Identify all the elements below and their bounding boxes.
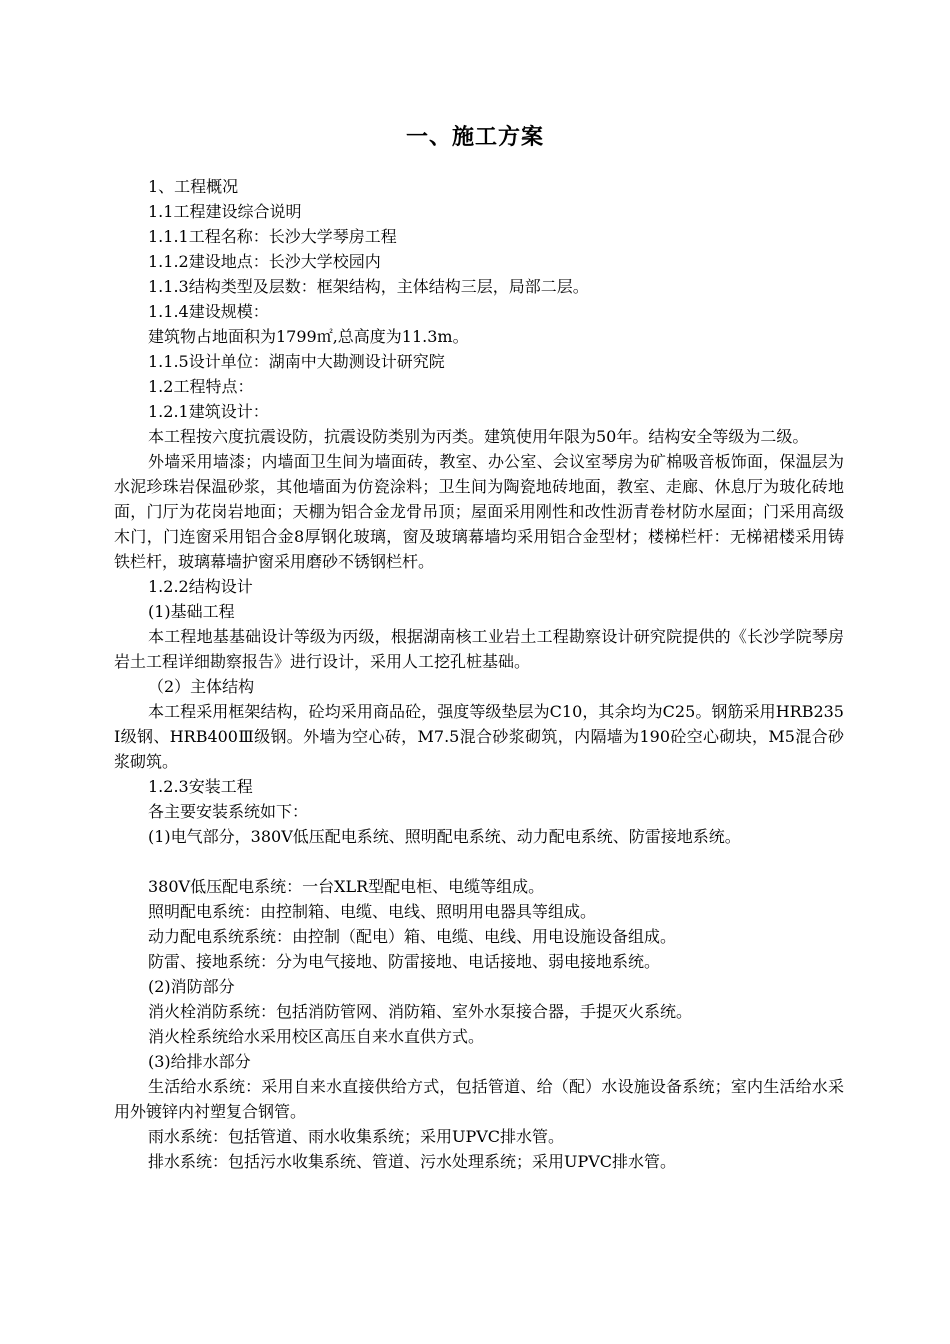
paragraph-electrical-heading: (1)电气部分，380V低压配电系统、照明配电系统、动力配电系统、防雷接地系统。	[148, 827, 741, 846]
paragraph-1-1-2: 1.1.2建设地点：长沙大学校园内	[148, 252, 381, 271]
paragraph-1-1-3: 1.1.3结构类型及层数：框架结构，主体结构三层，局部二层。	[148, 277, 589, 296]
paragraph-380v: 380V低压配电系统：一台XLR型配电柜、电缆等组成。	[148, 877, 545, 896]
paragraph-main-structure-heading: （2）主体结构	[148, 677, 255, 696]
paragraph-1-1-1: 1.1.1工程名称：长沙大学琴房工程	[148, 227, 397, 246]
paragraph-main-structure: 本工程采用框架结构，砼均采用商品砼，强度等级垫层为C10，其余均为C25。钢筋采用HRB235Ⅰ级钢、HRB400Ⅲ级钢。外墙为空心砖，M7.5混合砂浆砌筑，内隔墙为190砼空心砌块，M5混合砂浆砌筑。	[114, 702, 844, 771]
paragraph-1-2: 1.2工程特点：	[148, 377, 254, 396]
paragraph-1-1-5: 1.1.5设计单位：湖南中大勘测设计研究院	[148, 352, 445, 371]
paragraph-1-2-3: 1.2.3安装工程	[148, 777, 253, 796]
paragraph-1-1-4: 1.1.4建设规模：	[148, 302, 269, 321]
document-body	[114, 174, 844, 1174]
paragraph-hydrant: 消火栓消防系统：包括消防管网、消防箱、室外水泵接合器，手提灭火系统。	[148, 1002, 693, 1021]
paragraph-grounding: 防雷、接地系统：分为电气接地、防雷接地、电话接地、弱电接地系统。	[148, 952, 661, 971]
paragraph-1-2-1: 1.2.1建筑设计：	[148, 402, 269, 421]
paragraph-lighting: 照明配电系统：由控制箱、电缆、电线、照明用电器具等组成。	[148, 902, 597, 921]
paragraph-foundation-heading: (1)基础工程	[148, 602, 235, 621]
paragraph-1-1: 1.1工程建设综合说明	[148, 202, 302, 221]
paragraph-plumbing-heading: (3)给排水部分	[148, 1052, 251, 1071]
paragraph-drainage: 排水系统：包括污水收集系统、管道、污水处理系统；采用UPVC排水管。	[148, 1152, 677, 1171]
paragraph-foundation: 本工程地基基础设计等级为丙级，根据湖南核工业岩土工程勘察设计研究院提供的《长沙学院琴房岩土工程详细勘察报告》进行设计，采用人工挖孔桩基础。	[114, 627, 844, 671]
paragraph-rainwater: 雨水系统：包括管道、雨水收集系统；采用UPVC排水管。	[148, 1127, 565, 1146]
paragraph-seismic: 本工程按六度抗震设防，抗震设防类别为丙类。建筑使用年限为50年。结构安全等级为二级。	[148, 427, 809, 446]
paragraph-hydrant-supply: 消火栓系统给水采用校区高压自来水直供方式。	[148, 1027, 485, 1046]
page-title: 一、施工方案	[405, 125, 544, 150]
paragraph-section-1: 1、工程概况	[148, 177, 239, 196]
paragraph-systems-intro: 各主要安装系统如下：	[148, 802, 309, 821]
paragraph-scale: 建筑物占地面积为1799㎡,总高度为11.3m。	[148, 327, 469, 346]
paragraph-1-2-2: 1.2.2结构设计	[148, 577, 253, 596]
paragraph-finishes: 外墙采用墙漆；内墙面卫生间为墙面砖，教室、办公室、会议室琴房为矿棉吸音板饰面，保温层为水泥珍珠岩保温砂浆，其他墙面为仿瓷涂料；卫生间为陶瓷地砖地面，教室、走廊、休息厅为玻化砖地面，门厅为花岗岩地面；天棚为铝合金龙骨吊顶；屋面采用刚性和改性沥青卷材防水屋面；门采用高级木门，门连窗采用铝合金8厚钢化玻璃，窗及玻璃幕墙均采用铝合金型材；楼梯栏杆：无梯裙楼采用铸铁栏杆，玻璃幕墙护窗采用磨砂不锈钢栏杆。	[114, 452, 844, 571]
paragraph-power: 动力配电系统系统：由控制（配电）箱、电缆、电线、用电设施设备组成。	[148, 927, 677, 946]
paragraph-water-supply: 生活给水系统：采用自来水直接供给方式，包括管道、给（配）水设施设备系统；室内生活给水采用外镀锌内衬塑复合钢管。	[114, 1077, 844, 1121]
paragraph-fire-heading: (2)消防部分	[148, 977, 235, 996]
